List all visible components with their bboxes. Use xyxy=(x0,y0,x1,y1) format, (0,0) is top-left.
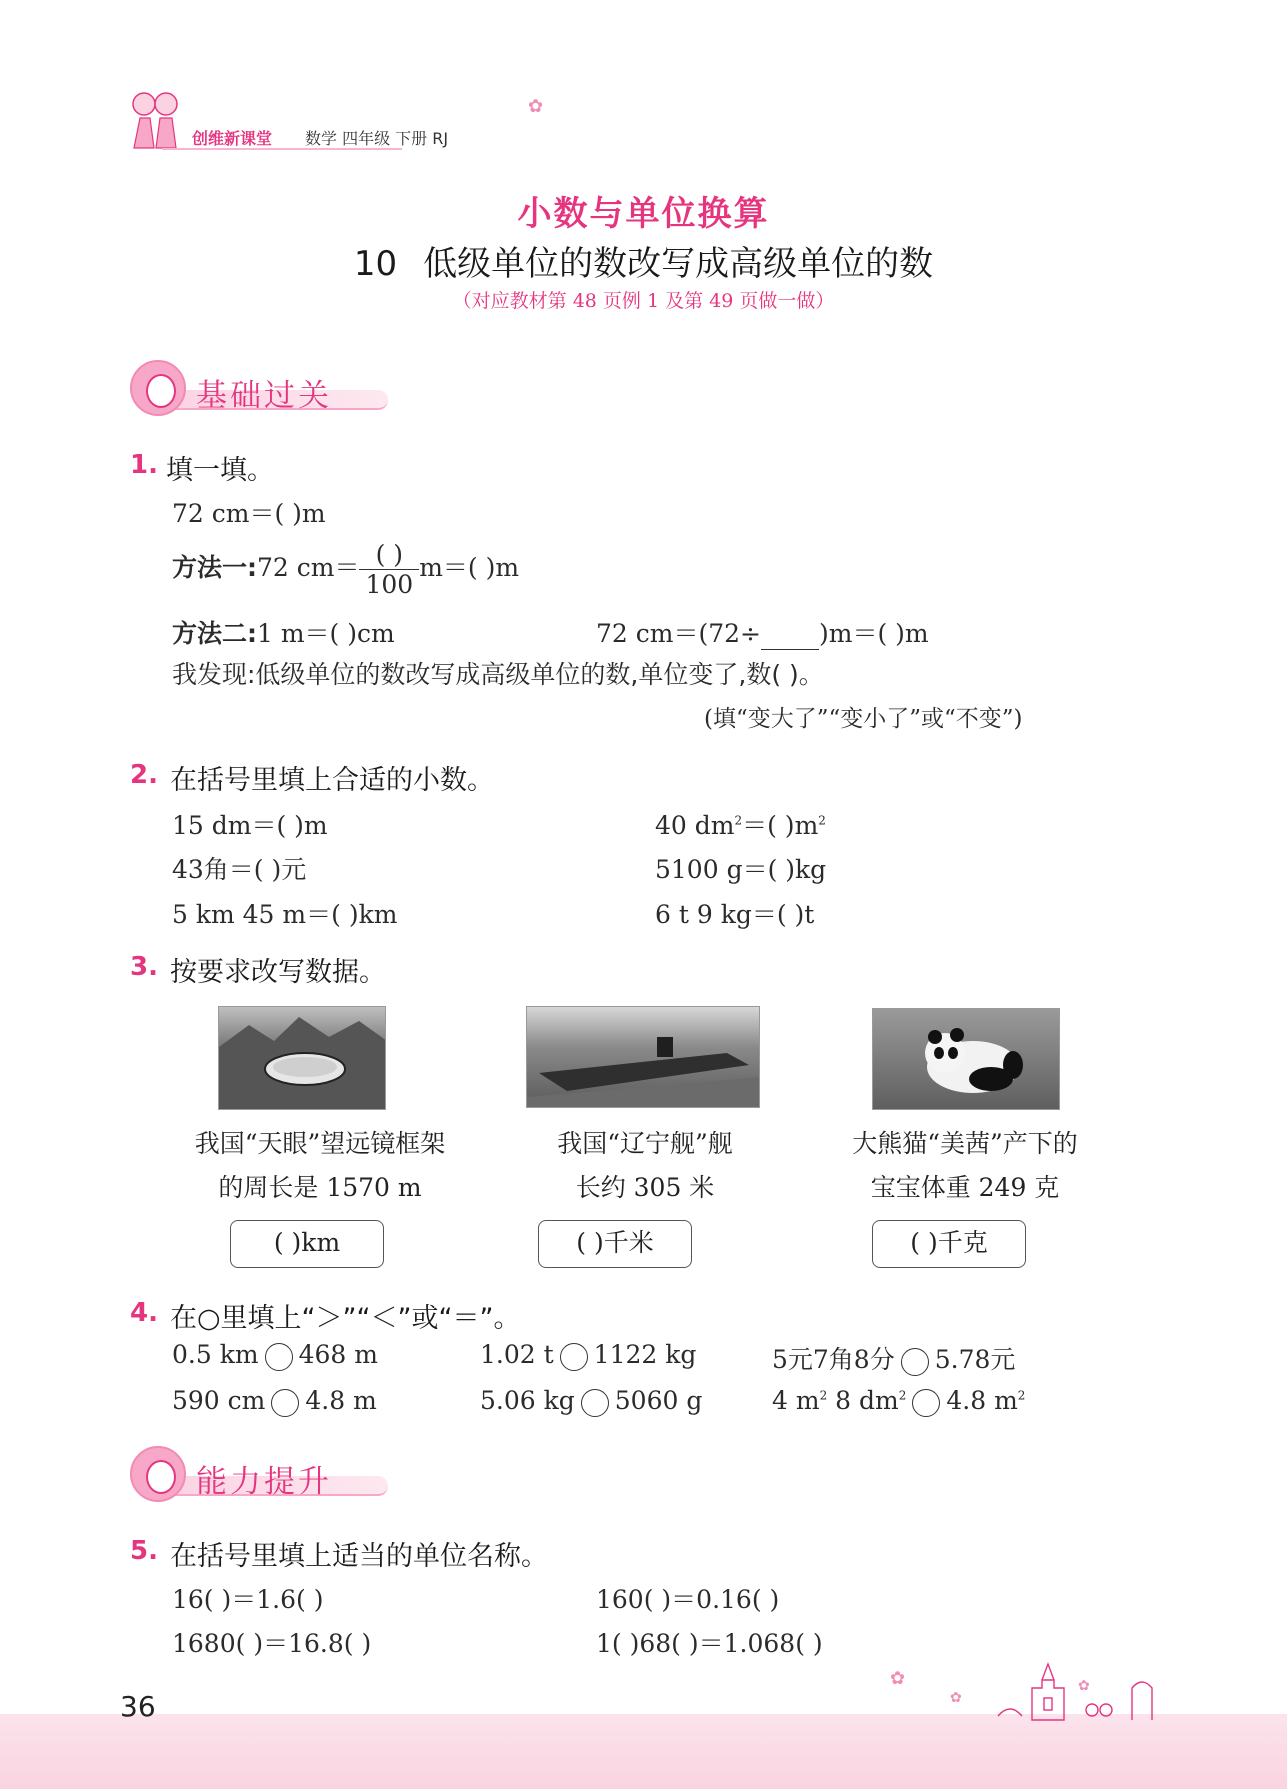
compare-right: 5060 g xyxy=(614,1386,703,1415)
compare-left: 5元7角8分 xyxy=(772,1345,895,1374)
caption-line: 我国“辽宁舰”舰 xyxy=(557,1129,733,1158)
lesson-name: 低级单位的数改写成高级单位的数 xyxy=(423,244,934,284)
q3-item-3-caption xyxy=(820,1122,1110,1210)
section-banner-advanced xyxy=(130,1446,390,1504)
compare-right: 5.78元 xyxy=(934,1345,1016,1374)
section-banner-basic xyxy=(130,360,390,418)
caption-line: 大熊猫“美茜”产下的 xyxy=(852,1129,1078,1158)
section-title: 能力提升 xyxy=(196,1464,332,1500)
question-prompt: 填一填。 xyxy=(166,455,274,486)
q2-left-3: 5 km 45 m＝( )km xyxy=(172,900,398,929)
question-number: 2. xyxy=(130,760,158,790)
section-mascot-icon xyxy=(130,1446,186,1502)
compare-circle[interactable] xyxy=(912,1389,940,1417)
method-expression: m＝( )m xyxy=(419,553,520,582)
compare-left: 8 dm xyxy=(827,1386,899,1415)
compare-right: 4.8 m xyxy=(305,1386,377,1415)
compare-circle[interactable] xyxy=(901,1348,929,1376)
answer-box[interactable]: ( )千克 xyxy=(872,1220,1026,1268)
answer-box[interactable]: ( )千米 xyxy=(538,1220,692,1268)
compare-item xyxy=(772,1340,1015,1376)
method-expression: 72 cm＝(72÷ xyxy=(596,619,761,648)
superscript: 2 xyxy=(898,1388,907,1403)
flower-icon: ✿ xyxy=(528,96,544,117)
telescope-photo xyxy=(218,1006,386,1110)
compare-right: 468 m xyxy=(298,1340,378,1369)
caption-line: 的周长是 1570 m xyxy=(218,1173,422,1202)
compare-left: 5.06 kg xyxy=(480,1386,575,1415)
method-label: 方法一: xyxy=(172,553,257,582)
topic-title: 小数与单位换算 xyxy=(517,194,770,234)
superscript: 2 xyxy=(819,1388,828,1403)
question-prompt: 按要求改写数据。 xyxy=(170,957,386,988)
method-expression: 1 m＝( )cm xyxy=(257,619,395,648)
compare-item xyxy=(172,1386,377,1417)
q1-discovery: 我发现:低级单位的数改写成高级单位的数,单位变了,数( )。 xyxy=(172,660,824,689)
compare-circle[interactable] xyxy=(581,1389,609,1417)
q1-method-2a xyxy=(172,614,395,650)
compare-item xyxy=(772,1386,1025,1417)
question-number: 5. xyxy=(130,1536,158,1566)
q2-right-1 xyxy=(655,806,826,842)
expression-part: ＝( )m xyxy=(742,811,819,840)
castle-icon xyxy=(992,1650,1168,1722)
section-title: 基础过关 xyxy=(196,378,332,414)
caption-line: 我国“天眼”望远镜框架 xyxy=(194,1129,446,1158)
brand-name: 创维新课堂 xyxy=(192,129,273,148)
book-info: 数学 四年级 下册 RJ xyxy=(305,129,449,148)
q1-line-1: 72 cm＝( )m xyxy=(172,499,326,528)
compare-left: 590 cm xyxy=(172,1386,266,1415)
q5-row1-a: 16( )＝1.6( ) xyxy=(172,1585,324,1614)
q2-right-2: 5100 g＝( )kg xyxy=(655,855,827,884)
lesson-number: 10 xyxy=(353,244,398,284)
question-number: 1. xyxy=(130,450,158,480)
compare-left: 0.5 km xyxy=(172,1340,259,1369)
compare-circle[interactable] xyxy=(265,1343,293,1371)
answer-blank[interactable] xyxy=(761,626,819,650)
section-mascot-icon xyxy=(130,360,186,416)
question-prompt: 在括号里填上适当的单位名称。 xyxy=(170,1541,548,1572)
fraction-numerator: ( ) xyxy=(359,540,419,570)
footer-band xyxy=(0,1714,1287,1789)
caption-line: 长约 305 米 xyxy=(575,1173,715,1202)
question-prompt: 在○里填上“＞”“＜”或“＝”。 xyxy=(170,1303,521,1334)
lesson-title xyxy=(0,236,1287,285)
q2-left-1: 15 dm＝( )m xyxy=(172,811,328,840)
q5-row2-a: 1680( )＝16.8( ) xyxy=(172,1629,372,1658)
lesson-subtitle: （对应教材第 48 页例 1 及第 49 页做一做） xyxy=(452,290,835,312)
compare-left: 1.02 t xyxy=(480,1340,554,1369)
method-expression: 72 cm＝ xyxy=(257,553,360,582)
fraction xyxy=(359,540,419,599)
compare-circle[interactable] xyxy=(560,1343,588,1371)
answer-box[interactable]: ( )km xyxy=(230,1220,384,1268)
question-prompt: 在括号里填上合适的小数。 xyxy=(170,765,494,796)
q1-hint: (填“变大了”“变小了”或“不变”) xyxy=(704,706,1023,732)
method-expression: )m＝( )m xyxy=(818,619,929,648)
question-number: 3. xyxy=(130,952,158,982)
compare-circle[interactable] xyxy=(271,1389,299,1417)
q1-method-1 xyxy=(172,540,519,599)
superscript: 2 xyxy=(734,813,743,828)
caption-line: 宝宝体重 249 克 xyxy=(870,1173,1060,1202)
flower-icon: ✿ xyxy=(950,1690,962,1706)
compare-item xyxy=(480,1340,696,1371)
compare-item xyxy=(480,1386,702,1417)
aircraft-carrier-photo xyxy=(526,1006,760,1108)
superscript: 2 xyxy=(818,813,826,828)
method-label: 方法二: xyxy=(172,619,257,648)
header-divider xyxy=(162,148,402,150)
fraction-denominator: 100 xyxy=(365,570,414,599)
q2-left-2: 43角＝( )元 xyxy=(172,855,307,884)
q5-row1-b: 160( )＝0.16( ) xyxy=(596,1585,780,1614)
q5-row2-b: 1( )68( )＝1.068( ) xyxy=(596,1629,823,1658)
q3-item-1-caption xyxy=(160,1122,480,1210)
svg-text:✿: ✿ xyxy=(1078,1678,1090,1694)
panda-photo xyxy=(872,1008,1060,1110)
page-number: 36 xyxy=(120,1690,156,1723)
question-number: 4. xyxy=(130,1298,158,1328)
compare-left: 4 m xyxy=(772,1386,820,1415)
flower-icon: ✿ xyxy=(890,1668,906,1689)
compare-right: 4.8 m xyxy=(946,1386,1018,1415)
compare-item xyxy=(172,1340,378,1371)
superscript: 2 xyxy=(1017,1388,1026,1403)
q1-method-2b xyxy=(596,614,929,650)
q2-right-3: 6 t 9 kg＝( )t xyxy=(655,900,815,929)
expression-part: 40 dm xyxy=(655,811,735,840)
girls-mascot-icon xyxy=(126,88,184,154)
q3-item-2-caption xyxy=(510,1122,780,1210)
compare-right: 1122 kg xyxy=(593,1340,697,1369)
